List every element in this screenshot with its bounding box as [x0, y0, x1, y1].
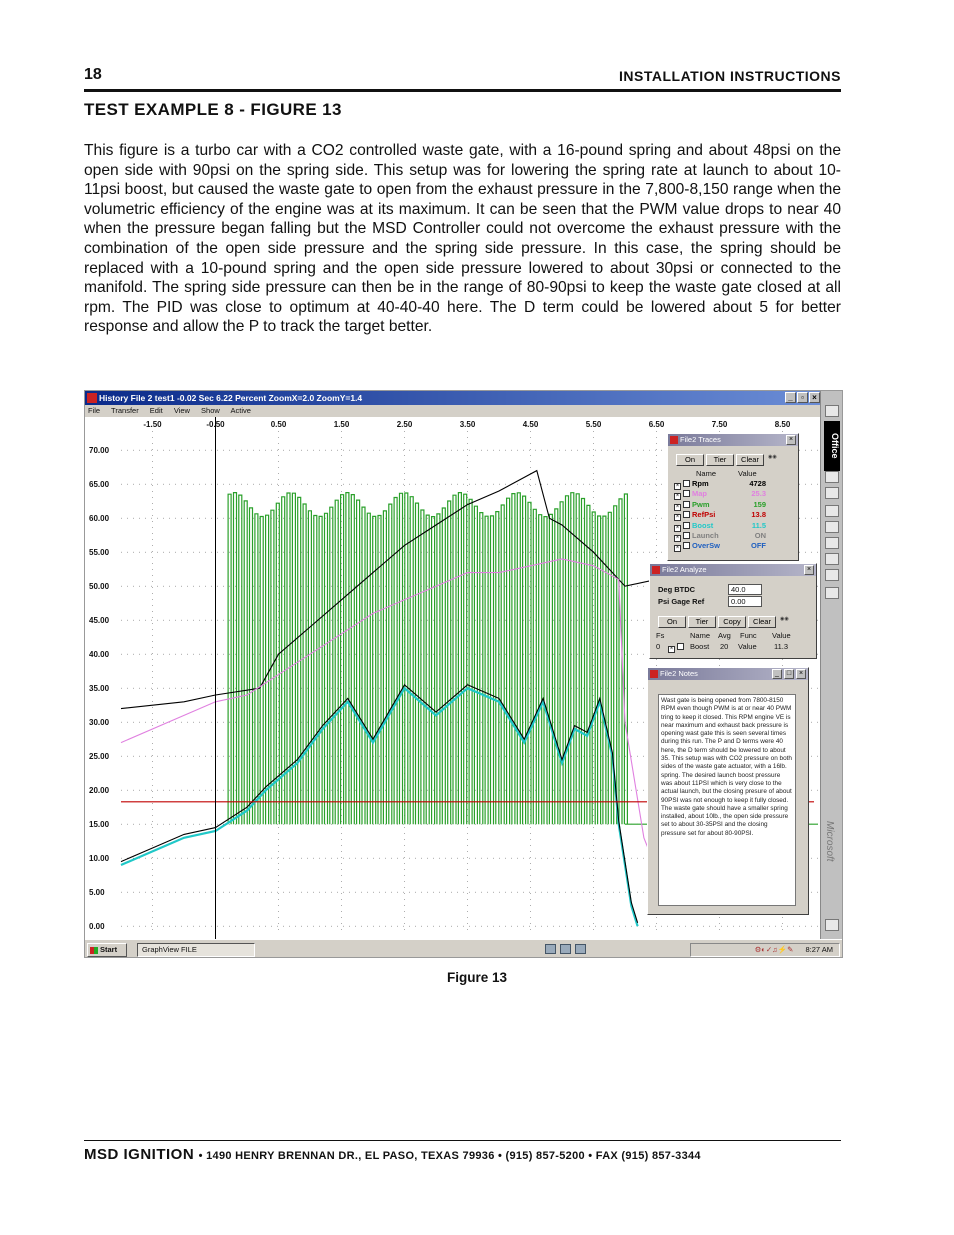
body-paragraph: This figure is a turbo car with a CO2 controlled waste gate, with a 16-pound spring and about 48psi on the open side with 90psi on the spring side. This setup was for lowering the spring rate at launch to about 10-11psi boost, but caused the waste gate to open from the exhaust pressure in the 7,800-8,150 range when the volumetric efficiency of the engine was at its maximum. It can be seen that the PWM value drops to near 40 when the pressure began falling but the MSD Controller could not overcome the exhaust pressure with the combination of the open side pressure and the spring side pressure. In this case, the spring should be replaced with a 10-pound spring and the open side pressure lowered to about 30psi or connected to the manifold. The spring side pressure can then be in the range of 80-90psi to keep the waste gate closed at all rpm. The PID was close to optimum at 40-40-40 here. The D term could be lowered about 5 for better response and allow the P to track the target better. [84, 142, 841, 336]
menu-edit[interactable]: Edit [149, 406, 163, 415]
y-tick-label: 60.00 [89, 514, 110, 524]
notes-close-icon[interactable]: × [796, 669, 806, 679]
quick-launch-2-icon[interactable] [560, 944, 571, 954]
trace-name: Launch [692, 531, 719, 540]
menu-show[interactable]: Show [201, 406, 220, 415]
x-tick-label: -1.50 [143, 420, 162, 429]
x-tick-label: 8.50 [774, 420, 791, 429]
system-tray [690, 943, 840, 957]
traces-clear-button[interactable]: Clear [736, 454, 764, 466]
analyze-panel-title: File2 Analyze [650, 564, 816, 576]
trace-select-checkbox[interactable] [683, 522, 690, 529]
office-button-6-icon[interactable] [825, 553, 839, 565]
taskbar [85, 939, 843, 958]
window-title: History File 2 test1 -0.02 Sec 6.22 Percent ZoomX=2.0 ZoomY=1.4 [99, 393, 363, 403]
touch-icon[interactable]: ◉◉ [768, 454, 777, 460]
y-tick-label: 40.00 [89, 650, 110, 660]
y-tick-label: 35.00 [89, 684, 110, 694]
x-tick-label: -0.50 [206, 420, 225, 429]
trace-enable-checkbox[interactable]: × [675, 483, 680, 489]
page-header [84, 66, 841, 92]
footer-address: • 1490 HENRY BRENNAN DR., EL PASO, TEXAS 79936 • (915) 857-5200 • FAX (915) 857-3344 [198, 1150, 701, 1162]
analyze-row-value: 11.3 [774, 642, 789, 651]
analyze-copy-button[interactable]: Copy [718, 616, 746, 628]
close-icon[interactable]: × [809, 392, 820, 403]
traces-tier-button[interactable]: Tier [706, 454, 734, 466]
notes-maximize-icon[interactable]: □ [784, 669, 794, 679]
trace-row[interactable] [674, 510, 766, 521]
analyze-header-value: Value [772, 631, 791, 640]
trace-value: 11.5 [751, 520, 766, 530]
trace-value: 4728 [749, 479, 766, 488]
y-tick-label: 70.00 [89, 446, 110, 456]
trace-name: OverSw [692, 541, 720, 551]
notes-panel-title: File2 Notes [648, 668, 808, 680]
x-tick-label: 2.50 [396, 420, 413, 429]
trace-name: Rpm [692, 479, 709, 488]
quick-launch-3-icon[interactable] [575, 944, 586, 954]
analyze-row-fs: 0 [656, 642, 661, 651]
menu-bar [85, 405, 822, 417]
graphview-screenshot [84, 390, 843, 958]
trace-row[interactable] [674, 500, 766, 511]
y-tick-label: 10.00 [89, 854, 110, 864]
analyze-clear-button[interactable]: Clear [748, 616, 776, 628]
y-tick-label: 55.00 [89, 548, 110, 558]
x-tick-label: 5.50 [585, 420, 602, 429]
traces-close-icon[interactable]: × [786, 435, 796, 445]
analyze-header-name: Name [690, 631, 711, 640]
start-button[interactable]: Start [87, 943, 127, 957]
office-button-2-icon[interactable] [825, 487, 839, 499]
deg-btdc-field[interactable]: 40.0 [728, 584, 762, 595]
analyze-tier-button[interactable]: Tier [688, 616, 716, 628]
section-title: INSTALLATION INSTRUCTIONS [619, 68, 841, 84]
trace-name: RefPsi [692, 510, 716, 520]
menu-view[interactable]: View [173, 406, 190, 415]
traces-panel [667, 433, 799, 561]
quick-launch [545, 944, 595, 956]
notes-panel [647, 667, 809, 915]
analyze-row-avg: 20 [720, 642, 729, 651]
taskbar-graphview-button[interactable]: GraphView FILE [137, 943, 255, 957]
microsoft-label: Microsoft [824, 821, 835, 862]
pwm-series [228, 493, 627, 825]
x-tick-label: 0.50 [270, 420, 287, 429]
trace-enable-checkbox[interactable]: × [675, 514, 680, 521]
page-number: 18 [84, 66, 102, 83]
office-button-3-icon[interactable] [825, 505, 839, 517]
office-button-7-icon[interactable] [825, 569, 839, 581]
analyze-header-fs: Fs [656, 631, 665, 640]
x-tick-label: 4.50 [522, 420, 539, 429]
analyze-close-icon[interactable]: × [804, 565, 814, 575]
window-controls [785, 392, 820, 403]
example-title: TEST EXAMPLE 8 - FIGURE 13 [84, 100, 342, 119]
trace-value: 25.3 [751, 489, 766, 499]
trace-value: 13.8 [751, 510, 766, 520]
quick-launch-1-icon[interactable] [545, 944, 556, 954]
minimize-icon[interactable]: _ [785, 392, 796, 403]
trace-select-checkbox[interactable] [683, 490, 690, 497]
analyze-touch-icon[interactable]: ◉◉ [780, 616, 789, 622]
tray-clock: 8:27 AM [805, 945, 833, 954]
window-title-bar [85, 391, 822, 405]
notes-minimize-icon[interactable]: _ [772, 669, 782, 679]
trace-select-checkbox[interactable] [683, 542, 690, 549]
analyze-header-func: Func [740, 631, 757, 640]
analyze-row-func: Value [738, 642, 757, 651]
y-tick-label: 20.00 [89, 786, 110, 796]
msd-app-icon [87, 393, 97, 403]
trace-select-checkbox[interactable] [683, 501, 690, 508]
traces-panel-title: File2 Traces [668, 434, 798, 446]
y-tick-label: 0.00 [89, 922, 105, 932]
tray-icons[interactable]: ⚙◐✓♫⚡✎ [754, 945, 794, 954]
trace-enable-checkbox[interactable]: × [675, 503, 680, 510]
trace-name: Map [692, 489, 707, 499]
traces-on-button[interactable]: On [676, 454, 704, 466]
psi-gage-ref-field[interactable]: 0.00 [728, 596, 762, 607]
restore-icon[interactable]: ▫ [797, 392, 808, 403]
x-tick-label: 6.50 [648, 420, 665, 429]
analyze-panel [649, 563, 817, 659]
menu-transfer[interactable]: Transfer [111, 406, 139, 415]
trace-value: OFF [751, 541, 766, 551]
y-tick-label: 15.00 [89, 820, 110, 830]
trace-row[interactable] [674, 521, 766, 532]
y-tick-label: 25.00 [89, 752, 110, 762]
analyze-row-name: Boost [690, 642, 710, 651]
traces-header-value: Value [738, 469, 757, 478]
analyze-header-avg: Avg [718, 631, 731, 640]
trace-value: ON [754, 531, 766, 540]
analyze-row-checkbox[interactable]: × [668, 642, 686, 653]
trace-row[interactable] [674, 531, 766, 542]
traces-header-name: Name [696, 469, 717, 478]
trace-select-checkbox[interactable] [683, 480, 690, 487]
office-toolbar [820, 391, 842, 939]
trace-enable-checkbox[interactable]: × [675, 535, 680, 541]
trace-row[interactable] [674, 479, 766, 490]
office-button-5-icon[interactable] [825, 537, 839, 549]
office-app-icon[interactable] [825, 405, 839, 417]
trace-select-checkbox[interactable] [683, 532, 690, 539]
y-tick-label: 45.00 [89, 616, 110, 626]
x-tick-label: 1.50 [333, 420, 350, 429]
trace-name: Pwm [692, 499, 710, 509]
office-label: Office [824, 421, 840, 471]
trace-row[interactable] [674, 541, 766, 552]
office-bottom-icon[interactable] [825, 919, 839, 931]
notes-textarea[interactable]: Wast gate is being opened from 7800-8150 RPM even though PWM is at or near 40 PWM tring to keep it closed. This RPM engine VE is near maximum and exhaust back pressure is opening wast gate this is seen several times during this run. The P and D terms were 40 here, the D term should be lowered to about 35. This setup was with CO2 pressure on both sides of the waste gate actuator, with a 16lb. spring. The desired launch boost pressure was about 11PSI which is very close to the actual launch, but the closing presure of about 90PSI was not enough to keep it fully closed. The waste gate should have a smaller spring installed, about 10lb., the open side pressure set to about 30-35PSI and the closing pressure set for about 80-90PSI. [658, 694, 796, 906]
trace-enable-checkbox[interactable]: × [675, 524, 680, 531]
x-tick-label: 3.50 [459, 420, 476, 429]
analyze-on-button[interactable]: On [658, 616, 686, 628]
trace-value: 159 [753, 499, 766, 509]
trace-enable-checkbox[interactable]: × [675, 545, 680, 552]
trace-row[interactable] [674, 489, 766, 500]
page-footer [84, 1140, 841, 1166]
office-button-1-icon[interactable] [825, 471, 839, 483]
deg-btdc-label: Deg BTDC [658, 585, 696, 594]
office-button-4-icon[interactable] [825, 521, 839, 533]
psi-gage-ref-label: Psi Gage Ref [658, 597, 705, 606]
trace-name: Boost [692, 520, 714, 530]
menu-file[interactable]: File [88, 406, 101, 415]
y-tick-label: 30.00 [89, 718, 110, 728]
y-tick-label: 50.00 [89, 582, 110, 592]
footer-brand: MSD IGNITION [84, 1146, 195, 1163]
trace-select-checkbox[interactable] [683, 511, 690, 518]
y-tick-label: 5.00 [89, 888, 105, 898]
office-button-8-icon[interactable] [825, 587, 839, 599]
menu-active[interactable]: Active [230, 406, 251, 415]
x-tick-label: 7.50 [711, 420, 728, 429]
trace-enable-checkbox[interactable]: × [675, 493, 680, 500]
figure-caption: Figure 13 [446, 970, 508, 985]
y-tick-label: 65.00 [89, 480, 110, 490]
